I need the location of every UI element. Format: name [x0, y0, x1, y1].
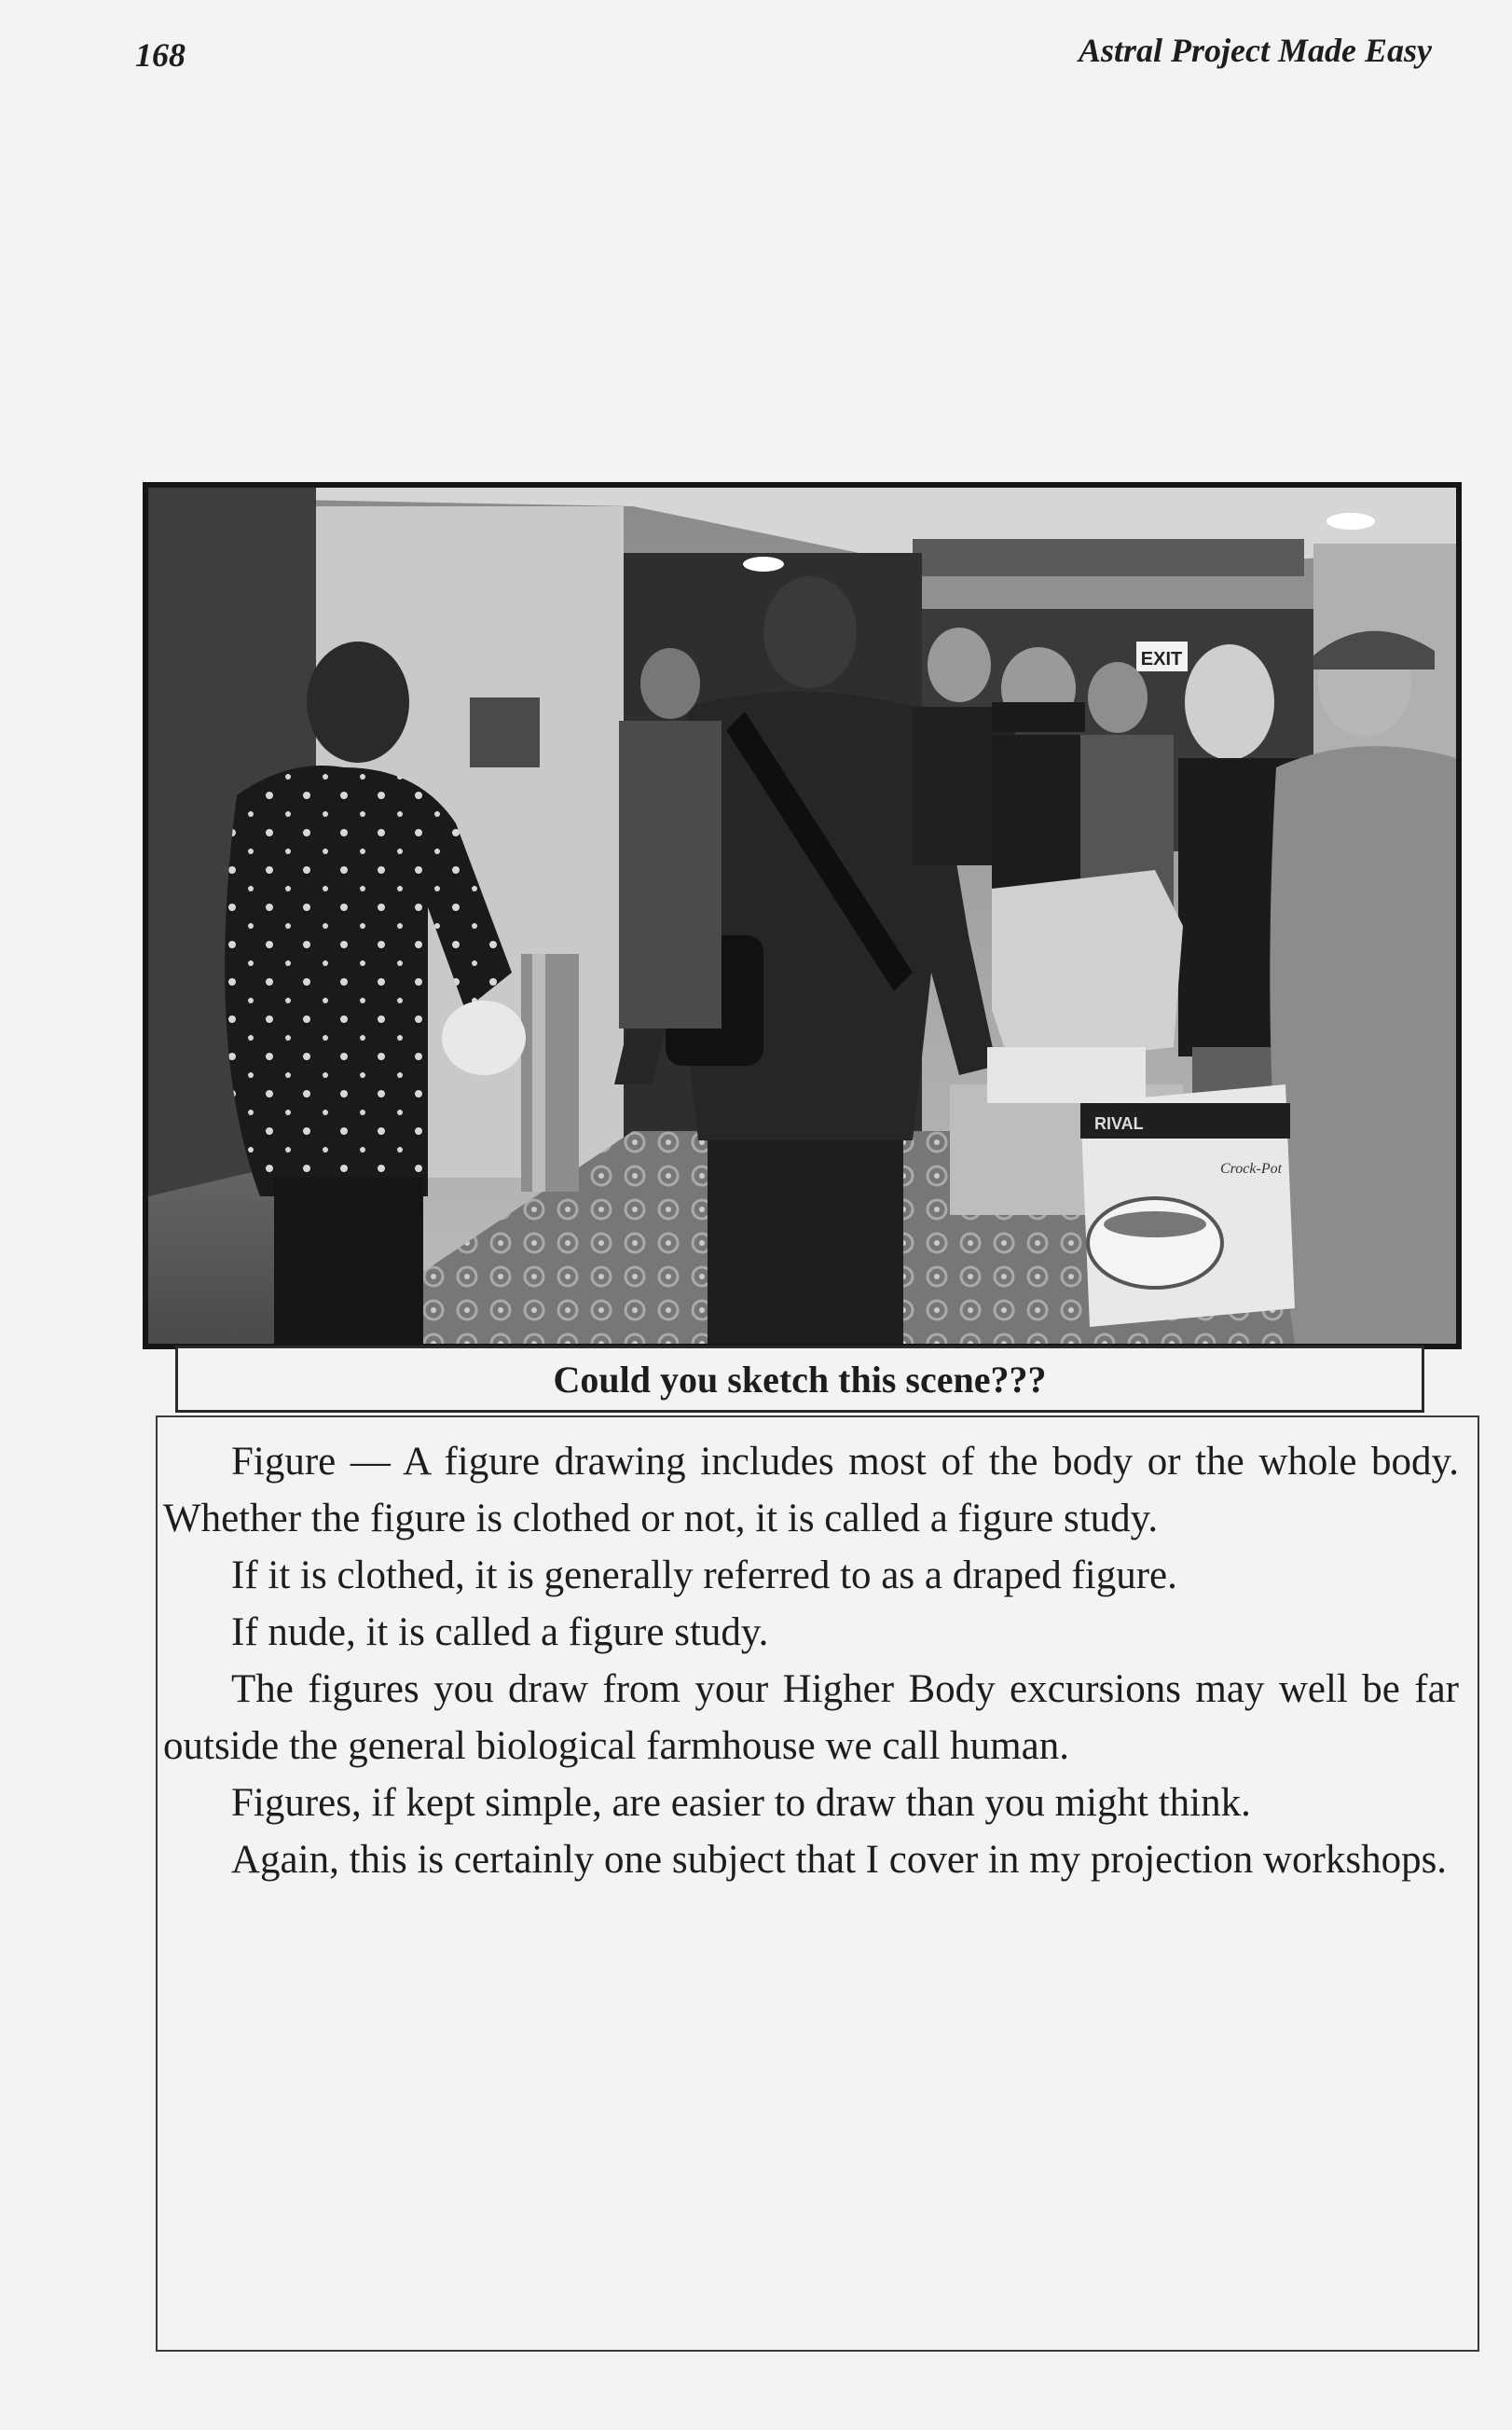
paragraph-3: If nude, it is called a figure study. — [231, 1610, 769, 1654]
photo-illustration — [148, 488, 1456, 1344]
photo-caption: Could you sketch this scene??? — [175, 1346, 1424, 1413]
box-label-text: Crock-Pot — [1220, 1161, 1283, 1177]
hallway-photograph — [143, 482, 1462, 1349]
paragraph-6: Again, this is certainly one subject that I cover in my projection workshops. — [231, 1838, 1448, 1882]
paragraph-5: Figures, if kept simple, are easier to draw than you might think. — [231, 1781, 1251, 1825]
paragraph-2: If it is clothed, it is generally referred to as a draped figure. — [231, 1553, 1177, 1597]
paragraph-1: Figure — A figure drawing includes most of the body or the whole body. Whether the figure is clothed or not, it is called a figure study. — [163, 1440, 1459, 1540]
paragraph-4: The figures you draw from your Higher Body excursions may well be far outside the general biological farmhouse we call human. — [163, 1667, 1459, 1768]
box-brand-text: RIVAL — [1094, 1114, 1144, 1133]
running-head-title: Astral Project Made Easy — [1079, 32, 1432, 69]
page-number: 168 — [135, 36, 186, 74]
exit-sign-text: EXIT — [1140, 649, 1183, 670]
body-text — [163, 1433, 1459, 1888]
